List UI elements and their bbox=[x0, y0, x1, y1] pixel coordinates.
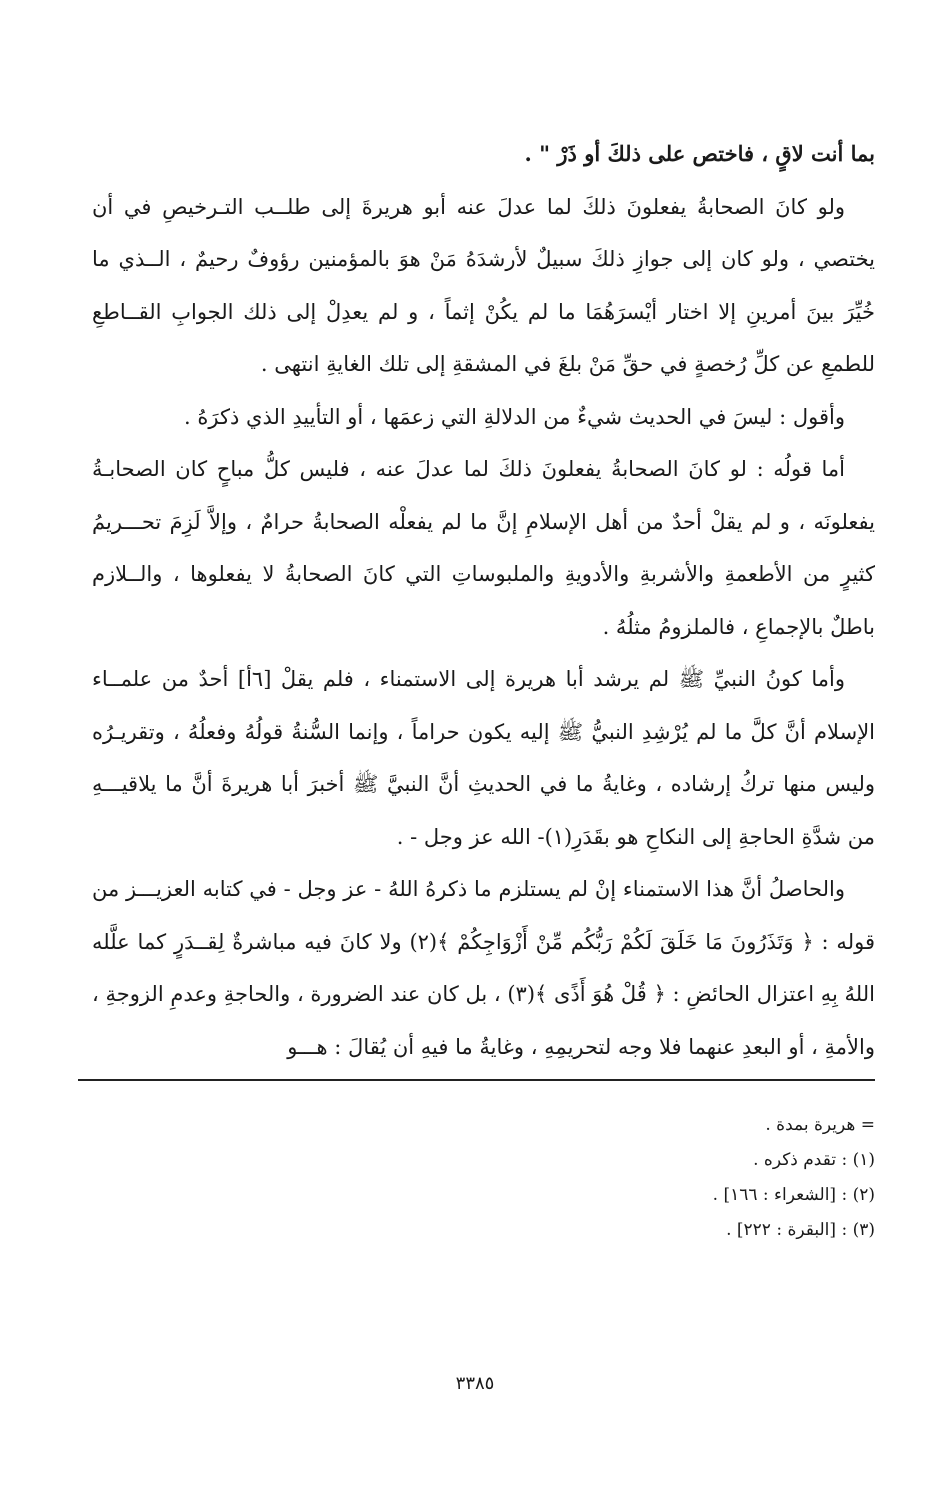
page-number: ٣٣٨٥ bbox=[455, 1373, 495, 1394]
main-text bbox=[92, 128, 875, 1073]
footnote: (٢) : [الشعراء : ١٦٦] . bbox=[712, 1185, 875, 1205]
paragraph: ولو كانَ الصحابةُ يفعلونَ ذلكَ لما عدلَ عنه أبو هريرةَ إلى طلــب التـرخيصِ في أن يختصي ، ولو كان إلى جوازِ ذلكَ سبيلٌ لأرشدَهُ مَنْ هوَ بالمؤمنين رؤوفٌ رحيمٌ ، الــذي ما خُيِّرَ بينَ أمرينِ إلا اختار أيْسرَهُمَا ما لم يكُنْ إثماً ، و لم يعدِلْ إلى ذلك الجوابِ القــاطعِ للطمعِ عن كلِّ رُخصةٍ في حقِّ مَنْ بلغَ في المشقةِ إلى تلك الغايةِ انتهى . bbox=[92, 194, 875, 376]
paragraph: أما قولُه : لو كانَ الصحابةُ يفعلونَ ذلكَ لما عدلَ عنه ، فليس كلُّ مباحٍ كان الصحابـةُ يفعلونَه ، و لم يقلْ أحدٌ من أهل الإسلامِ إنَّ ما لم يفعلْه الصحابةُ حرامٌ ، وإلاَّ لَزِمَ تحـــريمُ كثيرٍ من الأطعمةِ والأشربةِ والأدويةِ والملبوساتِ التي كانَ الصحابةُ لا يفعلوها ، والــلازم باطلٌ بالإجماعِ ، فالملزومُ مثلُهُ . bbox=[92, 457, 875, 639]
footnote: (٣) : [البقرة : ٢٢٢] . bbox=[726, 1220, 875, 1240]
paragraph: والحاصلُ أنَّ هذا الاستمناء إنْ لم يستلزم ما ذكرهُ اللهُ - عز وجل - في كتابه العزيـــز من قوله : ﴿ وَتَذَرُونَ مَا خَلَقَ لَكُمْ رَبُّكُم مِّنْ أَزْوَاجِكُمْ ﴾(٢) ولا كانَ فيه مباشرةٌ لِقــدَرٍ كما علَّله اللهُ بِهِ اعتزال الحائضِ : ﴿ قُلْ هُوَ أَذًى ﴾(٣) ، بل كان عند الضرورة ، والحاجةِ وعدمِ الزوجةِ ، والأمةِ ، أو البعدِ عنهما فلا وجه لتحريمِهِ ، وغايةُ ما فيهِ أن يُقالَ : هـــو bbox=[92, 877, 875, 1059]
footnotes bbox=[92, 1108, 875, 1248]
paragraph-continued: بما أنت لاقٍ ، فاختص على ذلكَ أو ذَرْ " . bbox=[524, 141, 875, 166]
footnote: = هريرة بمدة . bbox=[765, 1115, 875, 1135]
paragraph: وأما كونُ النبيِّ ﷺ لم يرشد أبا هريرة إلى الاستمناء ، فلم يقلْ [٦أ] أحدٌ من علمــاء الإسلام أنَّ كلَّ ما لم يُرْشِدِ النبيُّ ﷺ إليه يكون حراماً ، وإنما السُّنةُ قولُهُ وفعلُهُ ، وتقريـرُه وليس منها تركُ إرشاده ، وغايةُ ما في الحديثِ أنَّ النبيَّ ﷺ أخبرَ أبا هريرةَ أنَّ ما يلاقيـــهِ من شدَّةِ الحاجةِ إلى النكاحِ هو بقَدَرِ(١)- الله عز وجل - . bbox=[92, 667, 875, 849]
footnote: (١) : تقدم ذكره . bbox=[753, 1150, 875, 1170]
footnote-divider bbox=[78, 1079, 875, 1081]
paragraph: وأقول : ليسَ في الحديث شيءٌ من الدلالةِ التي زعمَها ، أو التأييدِ الذي ذكرَهُ . bbox=[184, 404, 845, 429]
